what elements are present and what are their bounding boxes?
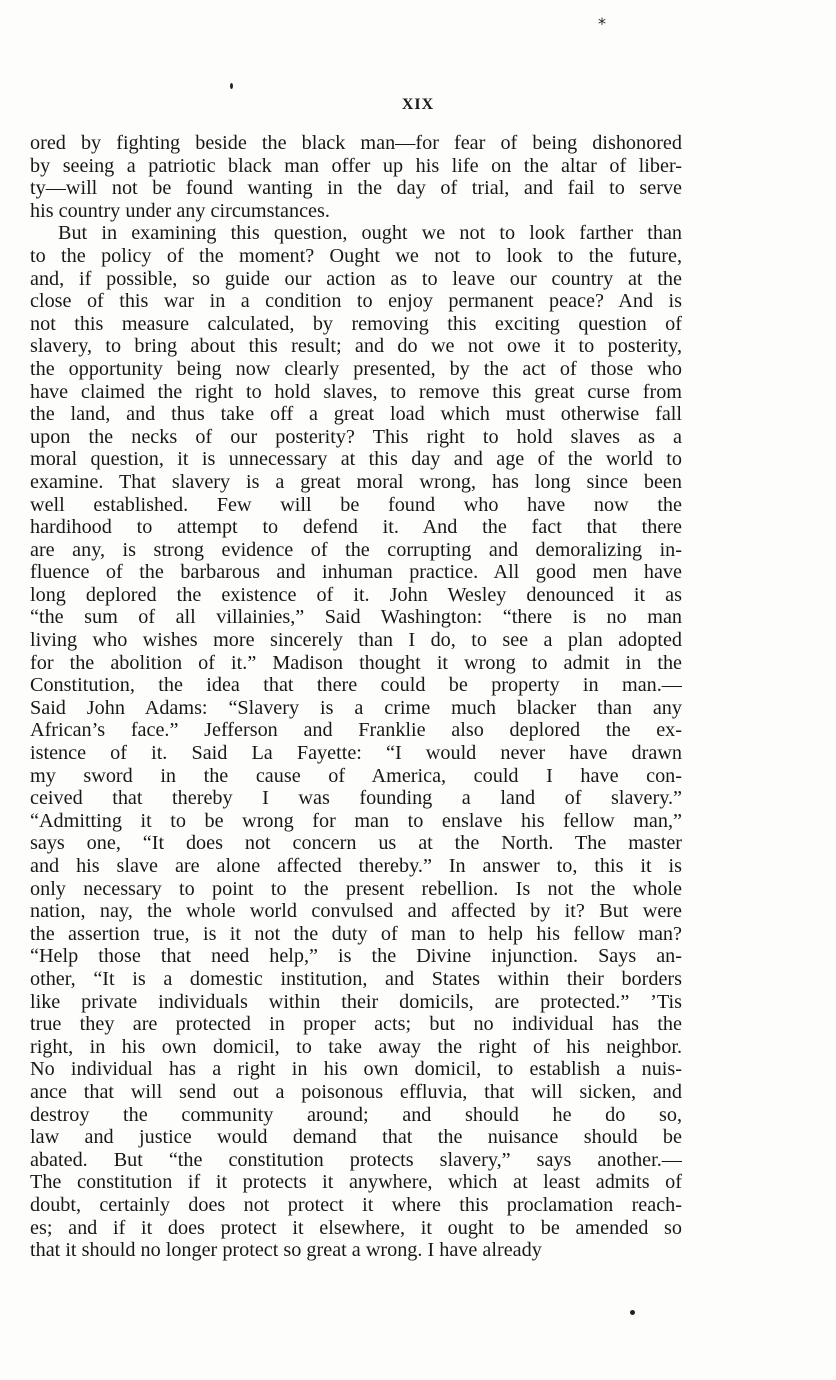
text-line: other, “It is a domestic institution, and States within their borders — [30, 967, 682, 990]
text-line: and, if possible, so guide our action as to leave our country at the — [30, 267, 682, 290]
text-line: his country under any circumstances. — [30, 199, 330, 222]
text-line: ceived that thereby I was founding a land of slavery.” — [30, 787, 682, 810]
text-line: doubt, certainly does not protect it where this proclamation reach- — [30, 1193, 682, 1216]
text-line: ored by fighting beside the black man—for fear of being dishonored — [30, 132, 682, 154]
text-line: But in examining this question, ought we not to look farther than — [58, 222, 682, 245]
text-line: the opportunity being now clearly presented, by the act of those who — [30, 357, 682, 380]
text-line: that it should no longer protect so great a wrong. I have already — [30, 1239, 542, 1262]
text-line: Constitution, the idea that there could be property in man.— — [30, 674, 682, 697]
text-line: to the policy of the moment? Ought we not to look to the future, — [30, 244, 682, 267]
text-line: true they are protected in proper acts; but no individual has the — [30, 1013, 682, 1036]
text-line: nation, nay, the whole world convulsed and affected by it? But were — [30, 900, 682, 923]
text-line: examine. That slavery is a great moral wrong, has long since been — [30, 470, 682, 493]
text-line: moral question, it is unnecessary at this day and age of the world to — [30, 448, 682, 471]
text-line: law and justice would demand that the nuisance should be — [30, 1126, 682, 1149]
text-line: es; and if it does protect it elsewhere, it ought to be amended so — [30, 1216, 682, 1239]
text-line: Said John Adams: “Slavery is a crime much blacker than any — [30, 696, 682, 719]
text-line: abated. But “the constitution protects slavery,” says another.— — [30, 1148, 682, 1171]
text-line: for the abolition of it.” Madison thought it wrong to admit in the — [30, 651, 682, 674]
text-line: “Admitting it to be wrong for man to enslave his fellow man,” — [30, 809, 682, 832]
text-line: istence of it. Said La Fayette: “I would never have drawn — [30, 742, 682, 765]
text-line: hardihood to attempt to defend it. And the fact that there — [30, 516, 682, 539]
text-line: living who wishes more sincerely than I do, to see a plan adopted — [30, 629, 682, 652]
text-line: like private individuals within their domicils, are protected.” ’Tis — [30, 990, 682, 1013]
text-line: are any, is strong evidence of the corrupting and demoralizing in- — [30, 538, 682, 561]
text-line: “Help those that need help,” is the Divine injunction. Says an- — [30, 945, 682, 968]
text-line: The constitution if it protects it anywhere, which at least admits of — [30, 1171, 682, 1194]
text-line: the assertion true, is it not the duty of man to help his fellow man? — [30, 922, 682, 945]
text-line: my sword in the cause of America, could I have con- — [30, 764, 682, 787]
text-line: “the sum of all villainies,” Said Washington: “there is no man — [30, 606, 682, 629]
text-line: right, in his own domicil, to take away the right of his neighbor. — [30, 1035, 682, 1058]
text-line: not this measure calculated, by removing this exciting question of — [30, 312, 682, 335]
text-line: ance that will send out a poisonous effluvia, that will sicken, and — [30, 1080, 682, 1103]
text-line: destroy the community around; and should he do so, — [30, 1103, 682, 1126]
text-line: long deplored the existence of it. John Wesley denounced it as — [30, 583, 682, 606]
text-line: by seeing a patriotic black man offer up his life on the altar of liber- — [30, 154, 682, 177]
ink-speck — [630, 1310, 635, 1315]
text-line: well established. Few will be found who have now the — [30, 493, 682, 516]
text-line: and his slave are alone affected thereby.” In answer to, this it is — [30, 855, 682, 877]
text-line: the land, and thus take off a great load which must otherwise fall — [30, 403, 682, 426]
text-line: close of this war in a condition to enjoy permanent peace? And is — [30, 290, 682, 313]
body-text — [30, 132, 682, 1262]
text-line: No individual has a right in his own domicil, to establish a nuis- — [30, 1058, 682, 1081]
text-line: upon the necks of our posterity? This right to hold slaves as a — [30, 425, 682, 448]
text-line: fluence of the barbarous and inhuman practice. All good men have — [30, 561, 682, 584]
text-line: African’s face.” Jefferson and Franklie also deplored the ex- — [30, 719, 682, 742]
text-line: only necessary to point to the present rebellion. Is not the whole — [30, 877, 682, 900]
text-line: slavery, to bring about this result; and do we not owe it to posterity, — [30, 335, 682, 358]
page-number: XIX — [401, 96, 435, 113]
text-line: says one, “It does not concern us at the North. The master — [30, 832, 682, 855]
text-line: ty—will not be found wanting in the day of trial, and fail to serve — [30, 177, 682, 200]
ink-speck — [230, 83, 233, 89]
ink-mark: * — [598, 14, 606, 33]
text-line: have claimed the right to hold slaves, to remove this great curse from — [30, 380, 682, 403]
